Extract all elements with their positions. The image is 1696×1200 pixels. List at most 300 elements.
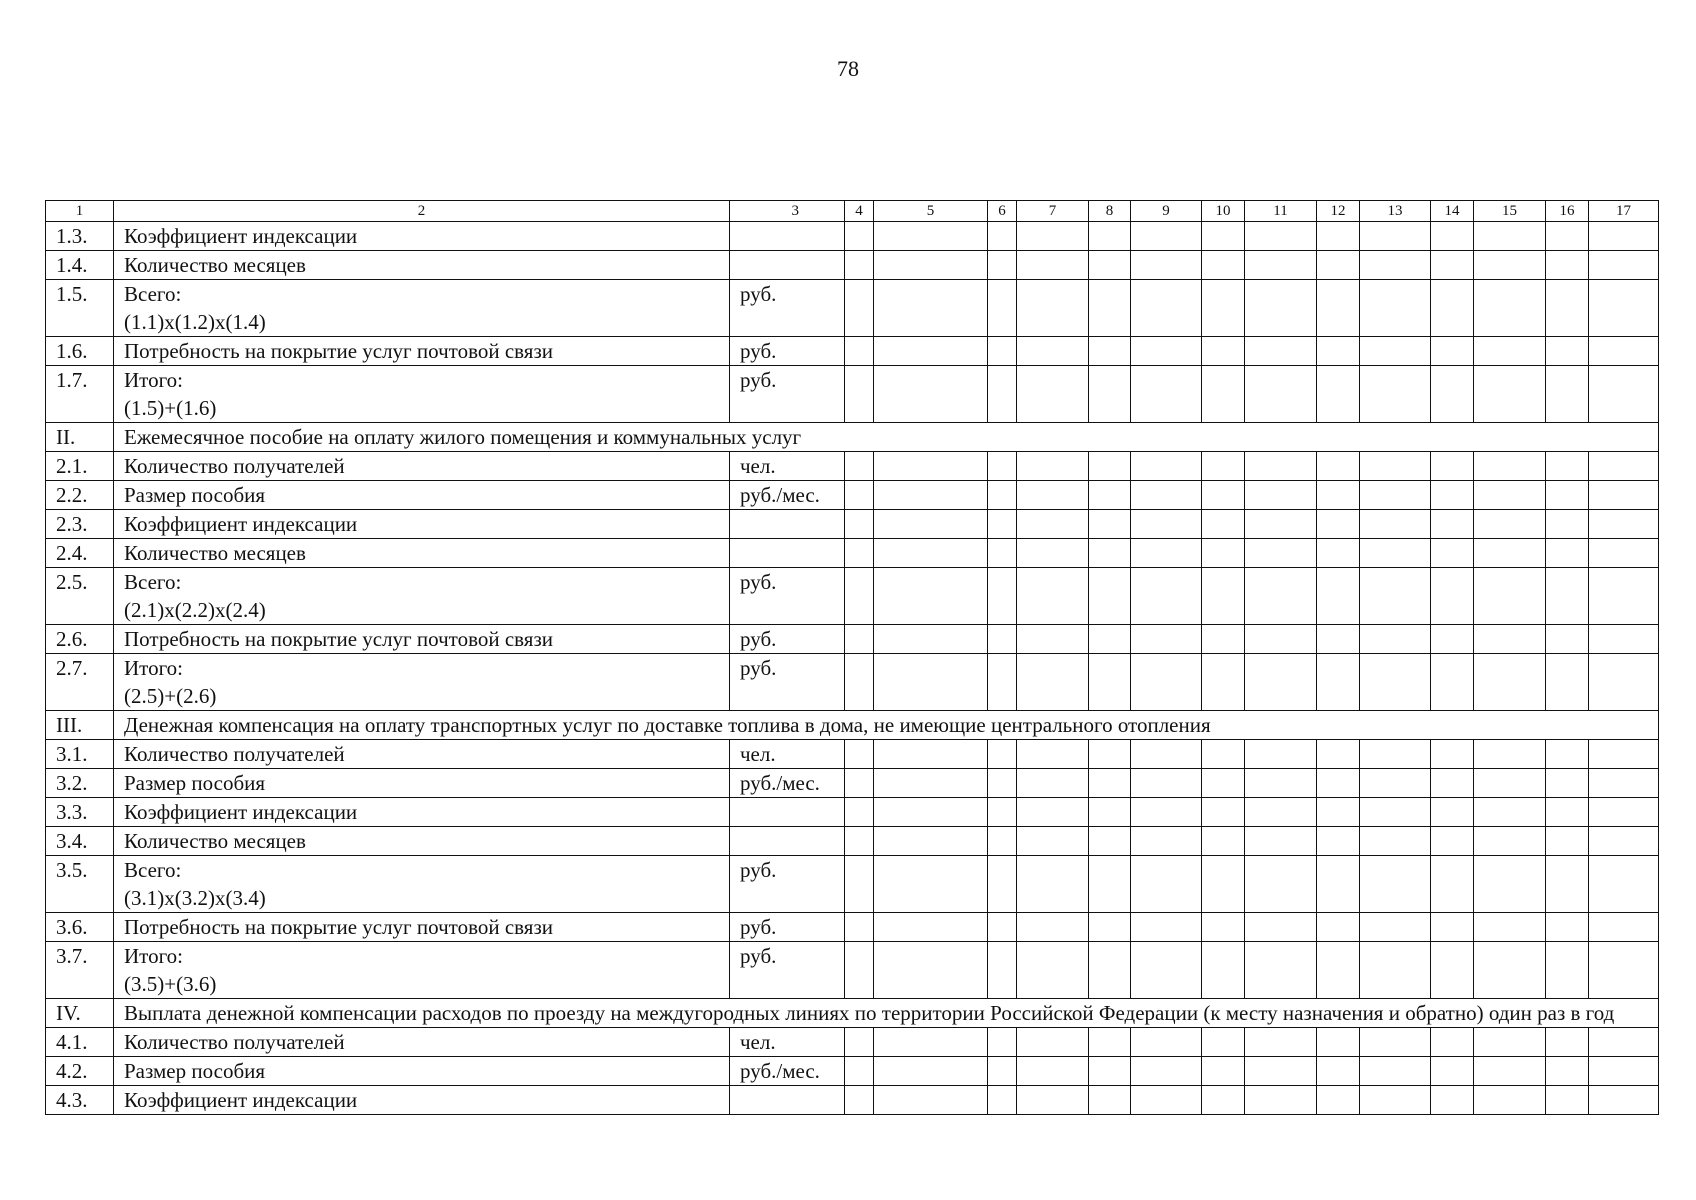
- description-line: Итого:: [124, 656, 183, 680]
- value-cell: [1474, 251, 1546, 280]
- value-cell: [988, 366, 1017, 423]
- value-cell: [1474, 769, 1546, 798]
- value-cell: [1474, 740, 1546, 769]
- description-line: (1.5)+(1.6): [124, 396, 217, 420]
- value-cell: [1131, 366, 1202, 423]
- value-cell: [988, 251, 1017, 280]
- value-cell: [1431, 452, 1474, 481]
- column-number: 11: [1245, 201, 1317, 222]
- value-cell: [1245, 510, 1317, 539]
- row-description: [114, 856, 730, 913]
- value-cell: [1089, 798, 1131, 827]
- value-cell: [1589, 1028, 1659, 1057]
- value-cell: [1202, 798, 1245, 827]
- value-cell: [1546, 222, 1589, 251]
- unit-cell: руб.: [730, 942, 845, 999]
- value-cell: [1317, 798, 1360, 827]
- value-cell: [1546, 856, 1589, 913]
- value-cell: [1431, 942, 1474, 999]
- value-cell: [1131, 942, 1202, 999]
- unit-cell: [730, 251, 845, 280]
- value-cell: [1474, 625, 1546, 654]
- value-cell: [1089, 654, 1131, 711]
- value-cell: [1431, 769, 1474, 798]
- value-cell: [1089, 337, 1131, 366]
- row-description: [114, 913, 730, 942]
- table-row: [46, 827, 1659, 856]
- value-cell: [1017, 568, 1089, 625]
- value-cell: [874, 942, 988, 999]
- value-cell: [1089, 481, 1131, 510]
- unit-cell: руб./мес.: [730, 481, 845, 510]
- unit-cell: [730, 798, 845, 827]
- column-number: 16: [1546, 201, 1589, 222]
- value-cell: [845, 856, 874, 913]
- value-cell: [1474, 1086, 1546, 1115]
- unit-cell: руб.: [730, 568, 845, 625]
- value-cell: [1546, 1057, 1589, 1086]
- unit-cell: [730, 222, 845, 251]
- table-row: [46, 1028, 1659, 1057]
- value-cell: [1317, 251, 1360, 280]
- value-cell: [874, 366, 988, 423]
- value-cell: [1589, 798, 1659, 827]
- section-row: [46, 999, 1659, 1028]
- table-row: [46, 654, 1659, 711]
- unit-cell: руб.: [730, 856, 845, 913]
- value-cell: [1589, 510, 1659, 539]
- unit-cell: руб.: [730, 625, 845, 654]
- value-cell: [1245, 337, 1317, 366]
- value-cell: [1202, 568, 1245, 625]
- column-number: 9: [1131, 201, 1202, 222]
- table-row: [46, 366, 1659, 423]
- description-line: Размер пособия: [124, 771, 266, 795]
- value-cell: [1131, 337, 1202, 366]
- value-cell: [1431, 856, 1474, 913]
- page-number: 78: [837, 56, 859, 81]
- value-cell: [1017, 280, 1089, 337]
- value-cell: [1245, 654, 1317, 711]
- value-cell: [1317, 827, 1360, 856]
- value-cell: [1089, 769, 1131, 798]
- value-cell: [988, 1086, 1017, 1115]
- value-cell: [1360, 913, 1431, 942]
- value-cell: [988, 481, 1017, 510]
- value-cell: [1431, 1057, 1474, 1086]
- table-row: [46, 798, 1659, 827]
- value-cell: [845, 769, 874, 798]
- row-number: 2.3.: [46, 510, 114, 539]
- value-cell: [845, 625, 874, 654]
- section-title: Денежная компенсация на оплату транспортных услуг по доставке топлива в дома, не имеющие центрального отопления: [114, 711, 1659, 740]
- value-cell: [1546, 481, 1589, 510]
- value-cell: [1089, 222, 1131, 251]
- unit-cell: чел.: [730, 1028, 845, 1057]
- table-row: [46, 539, 1659, 568]
- value-cell: [1474, 913, 1546, 942]
- table-row: [46, 1057, 1659, 1086]
- value-cell: [1017, 1057, 1089, 1086]
- row-number: 2.7.: [46, 654, 114, 711]
- value-cell: [1202, 280, 1245, 337]
- value-cell: [845, 1057, 874, 1086]
- table-row: [46, 740, 1659, 769]
- unit-cell: [730, 510, 845, 539]
- value-cell: [874, 539, 988, 568]
- table-row: [46, 337, 1659, 366]
- value-cell: [1546, 1086, 1589, 1115]
- value-cell: [1089, 366, 1131, 423]
- value-cell: [1546, 1028, 1589, 1057]
- value-cell: [1131, 654, 1202, 711]
- value-cell: [1474, 856, 1546, 913]
- value-cell: [1431, 568, 1474, 625]
- row-number: 3.7.: [46, 942, 114, 999]
- value-cell: [1017, 942, 1089, 999]
- row-description: [114, 798, 730, 827]
- row-number: 4.2.: [46, 1057, 114, 1086]
- value-cell: [1431, 251, 1474, 280]
- value-cell: [845, 913, 874, 942]
- value-cell: [1245, 856, 1317, 913]
- value-cell: [874, 1086, 988, 1115]
- value-cell: [1546, 913, 1589, 942]
- value-cell: [1431, 1086, 1474, 1115]
- column-number: 12: [1317, 201, 1360, 222]
- row-number: 1.3.: [46, 222, 114, 251]
- value-cell: [845, 1028, 874, 1057]
- table-row: [46, 510, 1659, 539]
- unit-cell: чел.: [730, 452, 845, 481]
- value-cell: [1546, 942, 1589, 999]
- value-cell: [1317, 1086, 1360, 1115]
- section-row: [46, 711, 1659, 740]
- value-cell: [1589, 452, 1659, 481]
- value-cell: [1131, 222, 1202, 251]
- description-line: Итого:: [124, 944, 183, 968]
- row-number: 3.5.: [46, 856, 114, 913]
- value-cell: [1202, 539, 1245, 568]
- row-description: [114, 827, 730, 856]
- value-cell: [874, 510, 988, 539]
- value-cell: [1131, 1028, 1202, 1057]
- value-cell: [1089, 452, 1131, 481]
- value-cell: [1589, 1086, 1659, 1115]
- column-number: 3: [730, 201, 845, 222]
- value-cell: [1589, 568, 1659, 625]
- value-cell: [1089, 510, 1131, 539]
- value-cell: [1089, 1086, 1131, 1115]
- value-cell: [1546, 539, 1589, 568]
- description-line: Всего:: [124, 858, 182, 882]
- table-row: [46, 856, 1659, 913]
- value-cell: [1360, 625, 1431, 654]
- value-cell: [1017, 654, 1089, 711]
- value-cell: [1589, 740, 1659, 769]
- row-description: [114, 510, 730, 539]
- value-cell: [1202, 740, 1245, 769]
- value-cell: [988, 942, 1017, 999]
- value-cell: [1202, 913, 1245, 942]
- description-line: (3.5)+(3.6): [124, 972, 217, 996]
- value-cell: [988, 337, 1017, 366]
- value-cell: [1474, 337, 1546, 366]
- description-line: Коэффициент индексации: [124, 1088, 358, 1112]
- section-number: IV.: [46, 999, 114, 1028]
- value-cell: [1431, 740, 1474, 769]
- value-cell: [1589, 913, 1659, 942]
- row-number: 2.4.: [46, 539, 114, 568]
- value-cell: [874, 654, 988, 711]
- value-cell: [1245, 222, 1317, 251]
- value-cell: [1017, 337, 1089, 366]
- value-cell: [1317, 481, 1360, 510]
- value-cell: [1202, 452, 1245, 481]
- value-cell: [1431, 1028, 1474, 1057]
- value-cell: [1245, 280, 1317, 337]
- column-number: 13: [1360, 201, 1431, 222]
- value-cell: [1202, 510, 1245, 539]
- row-description: [114, 452, 730, 481]
- value-cell: [1360, 1028, 1431, 1057]
- value-cell: [874, 568, 988, 625]
- section-row: [46, 423, 1659, 452]
- value-cell: [1431, 913, 1474, 942]
- description-line: Количество получателей: [124, 1030, 345, 1054]
- row-number: 3.2.: [46, 769, 114, 798]
- value-cell: [1017, 251, 1089, 280]
- description-line: (2.5)+(2.6): [124, 684, 217, 708]
- value-cell: [1431, 510, 1474, 539]
- value-cell: [1431, 539, 1474, 568]
- value-cell: [845, 568, 874, 625]
- value-cell: [1017, 856, 1089, 913]
- value-cell: [1317, 510, 1360, 539]
- value-cell: [1131, 625, 1202, 654]
- row-description: [114, 654, 730, 711]
- value-cell: [1360, 481, 1431, 510]
- value-cell: [874, 798, 988, 827]
- description-line: Количество месяцев: [124, 541, 306, 565]
- description-line: Количество получателей: [124, 742, 345, 766]
- value-cell: [1360, 654, 1431, 711]
- value-cell: [1017, 481, 1089, 510]
- column-number: 6: [988, 201, 1017, 222]
- value-cell: [1245, 798, 1317, 827]
- value-cell: [1017, 510, 1089, 539]
- value-cell: [1431, 654, 1474, 711]
- value-cell: [1017, 827, 1089, 856]
- value-cell: [1202, 1028, 1245, 1057]
- row-description: [114, 337, 730, 366]
- value-cell: [1317, 539, 1360, 568]
- value-cell: [1360, 337, 1431, 366]
- value-cell: [845, 654, 874, 711]
- value-cell: [988, 510, 1017, 539]
- value-cell: [1431, 827, 1474, 856]
- value-cell: [1360, 1057, 1431, 1086]
- column-number: 1: [46, 201, 114, 222]
- value-cell: [845, 827, 874, 856]
- value-cell: [1360, 1086, 1431, 1115]
- value-cell: [1546, 798, 1589, 827]
- value-cell: [1360, 251, 1431, 280]
- column-number: 15: [1474, 201, 1546, 222]
- value-cell: [1131, 481, 1202, 510]
- value-cell: [988, 222, 1017, 251]
- description-line: Количество месяцев: [124, 829, 306, 853]
- value-cell: [1202, 654, 1245, 711]
- unit-cell: руб.: [730, 337, 845, 366]
- description-line: Потребность на покрытие услуг почтовой связи: [124, 339, 553, 363]
- value-cell: [1017, 740, 1089, 769]
- description-line: Коэффициент индексации: [124, 224, 358, 248]
- value-cell: [1089, 280, 1131, 337]
- value-cell: [1202, 827, 1245, 856]
- row-description: [114, 539, 730, 568]
- description-line: Коэффициент индексации: [124, 800, 358, 824]
- value-cell: [845, 942, 874, 999]
- description-line: (2.1)х(2.2)х(2.4): [124, 598, 266, 622]
- value-cell: [1431, 481, 1474, 510]
- value-cell: [1317, 913, 1360, 942]
- value-cell: [1089, 740, 1131, 769]
- value-cell: [1474, 1028, 1546, 1057]
- value-cell: [1431, 366, 1474, 423]
- column-number: 14: [1431, 201, 1474, 222]
- value-cell: [1474, 366, 1546, 423]
- value-cell: [1202, 1057, 1245, 1086]
- value-cell: [988, 539, 1017, 568]
- value-cell: [1089, 539, 1131, 568]
- unit-cell: чел.: [730, 740, 845, 769]
- value-cell: [845, 251, 874, 280]
- value-cell: [1431, 337, 1474, 366]
- value-cell: [1360, 510, 1431, 539]
- value-cell: [988, 798, 1017, 827]
- value-cell: [1089, 1057, 1131, 1086]
- description-line: Коэффициент индексации: [124, 512, 358, 536]
- row-number: 3.4.: [46, 827, 114, 856]
- table-row: [46, 625, 1659, 654]
- value-cell: [1360, 769, 1431, 798]
- value-cell: [1245, 942, 1317, 999]
- value-cell: [845, 280, 874, 337]
- value-cell: [1017, 222, 1089, 251]
- value-cell: [874, 1057, 988, 1086]
- value-cell: [1546, 280, 1589, 337]
- table-row: [46, 251, 1659, 280]
- value-cell: [1474, 452, 1546, 481]
- value-cell: [874, 913, 988, 942]
- value-cell: [1317, 625, 1360, 654]
- value-cell: [1317, 222, 1360, 251]
- value-cell: [874, 1028, 988, 1057]
- value-cell: [1245, 769, 1317, 798]
- unit-cell: руб./мес.: [730, 769, 845, 798]
- value-cell: [1317, 654, 1360, 711]
- value-cell: [988, 654, 1017, 711]
- value-cell: [874, 856, 988, 913]
- value-cell: [988, 625, 1017, 654]
- value-cell: [1589, 769, 1659, 798]
- value-cell: [1089, 625, 1131, 654]
- table-row: [46, 769, 1659, 798]
- value-cell: [845, 222, 874, 251]
- value-cell: [1589, 251, 1659, 280]
- value-cell: [874, 251, 988, 280]
- row-description: [114, 568, 730, 625]
- row-description: [114, 1028, 730, 1057]
- value-cell: [1089, 827, 1131, 856]
- value-cell: [1245, 568, 1317, 625]
- table-row: [46, 280, 1659, 337]
- row-number: 3.3.: [46, 798, 114, 827]
- row-number: 4.1.: [46, 1028, 114, 1057]
- value-cell: [1589, 827, 1659, 856]
- unit-cell: руб.: [730, 913, 845, 942]
- value-cell: [1546, 769, 1589, 798]
- value-cell: [874, 337, 988, 366]
- value-cell: [1360, 798, 1431, 827]
- value-cell: [1245, 539, 1317, 568]
- unit-cell: [730, 539, 845, 568]
- value-cell: [1317, 740, 1360, 769]
- value-cell: [1546, 251, 1589, 280]
- column-number: 17: [1589, 201, 1659, 222]
- value-cell: [1474, 942, 1546, 999]
- value-cell: [845, 1086, 874, 1115]
- section-title: Ежемесячное пособие на оплату жилого помещения и коммунальных услуг: [114, 423, 1659, 452]
- row-number: 2.6.: [46, 625, 114, 654]
- column-number: 7: [1017, 201, 1089, 222]
- value-cell: [1360, 366, 1431, 423]
- value-cell: [1017, 769, 1089, 798]
- row-description: [114, 942, 730, 999]
- value-cell: [1360, 827, 1431, 856]
- row-number: 3.6.: [46, 913, 114, 942]
- value-cell: [1017, 539, 1089, 568]
- value-cell: [1089, 856, 1131, 913]
- section-title: Выплата денежной компенсации расходов по проезду на междугородных линиях по территории Российской Федерации (к месту назначения и обратно) один раз в год: [114, 999, 1659, 1028]
- value-cell: [1360, 856, 1431, 913]
- value-cell: [874, 222, 988, 251]
- value-cell: [1131, 769, 1202, 798]
- description-line: Итого:: [124, 368, 183, 392]
- value-cell: [845, 366, 874, 423]
- value-cell: [1317, 337, 1360, 366]
- column-number: 8: [1089, 201, 1131, 222]
- row-description: [114, 769, 730, 798]
- row-description: [114, 366, 730, 423]
- row-description: [114, 222, 730, 251]
- value-cell: [1245, 366, 1317, 423]
- value-cell: [1202, 625, 1245, 654]
- value-cell: [1245, 740, 1317, 769]
- description-line: Потребность на покрытие услуг почтовой связи: [124, 627, 553, 651]
- value-cell: [1131, 539, 1202, 568]
- value-cell: [1546, 337, 1589, 366]
- value-cell: [1589, 222, 1659, 251]
- value-cell: [1245, 913, 1317, 942]
- value-cell: [1360, 568, 1431, 625]
- value-cell: [1131, 568, 1202, 625]
- value-cell: [1589, 1057, 1659, 1086]
- value-cell: [1017, 452, 1089, 481]
- row-number: 1.7.: [46, 366, 114, 423]
- value-cell: [1317, 769, 1360, 798]
